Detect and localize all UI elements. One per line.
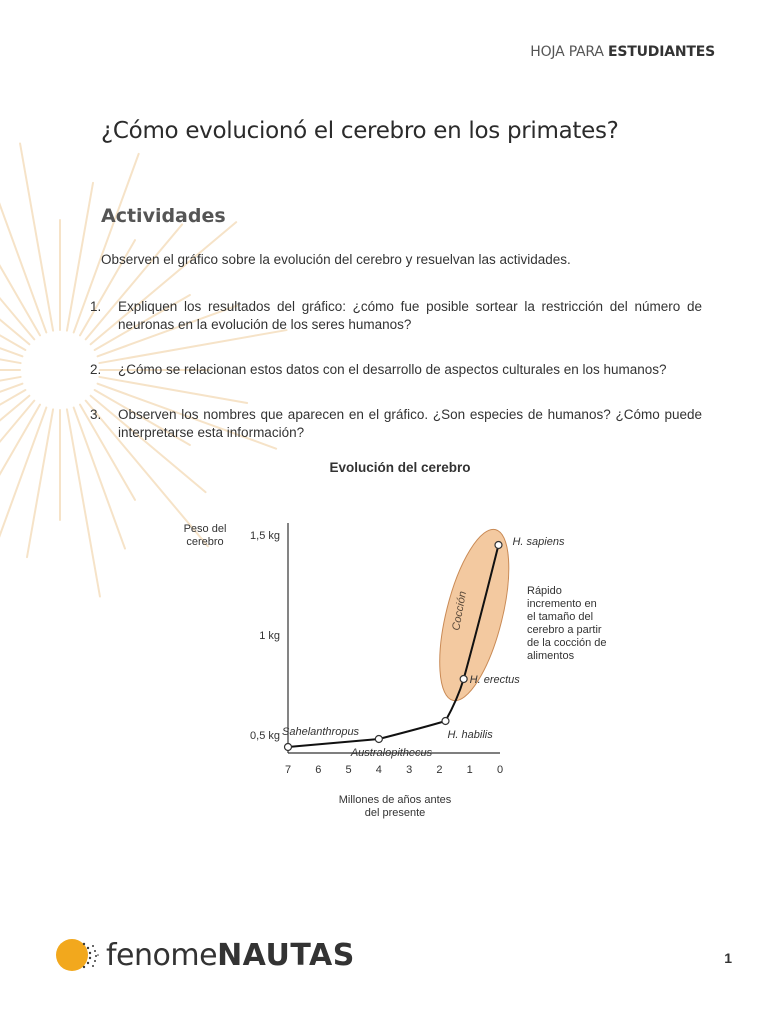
brain-evolution-chart bbox=[160, 505, 640, 825]
brand-logo-icon bbox=[54, 936, 100, 974]
y-axis-label: cerebro bbox=[186, 536, 224, 548]
point-label: Australopithecus bbox=[350, 747, 433, 759]
data-point bbox=[442, 718, 449, 725]
annotation-text: el tamaño del bbox=[527, 611, 594, 623]
x-axis-label: Millones de años antes bbox=[338, 794, 452, 806]
intro-text: Observen el gráfico sobre la evolución del cerebro y resuelvan las actividades. bbox=[101, 252, 571, 267]
y-tick-label: 1 kg bbox=[259, 630, 280, 642]
section-heading: Actividades bbox=[101, 205, 226, 227]
point-label: Sahelanthropus bbox=[282, 726, 360, 738]
brand-name-part1: fenome bbox=[106, 937, 218, 973]
activity-text: Observen los nombres que aparecen en el gráfico. ¿Son especies de humanos? ¿Cómo puede interpretarse esta información? bbox=[118, 407, 702, 440]
point-label: H. habilis bbox=[447, 729, 493, 741]
activity-item bbox=[90, 406, 702, 442]
x-tick-label: 0 bbox=[496, 764, 504, 776]
y-tick-label: 0,5 kg bbox=[250, 730, 280, 742]
x-tick-label: 7 bbox=[284, 764, 292, 776]
activity-item bbox=[90, 298, 702, 334]
header-strong: ESTUDIANTES bbox=[608, 44, 715, 60]
data-point bbox=[285, 744, 292, 751]
x-tick-label: 2 bbox=[436, 764, 443, 776]
y-tick-label: 1,5 kg bbox=[250, 530, 280, 542]
cooking-label: Cocción bbox=[450, 590, 469, 632]
x-tick-label: 4 bbox=[375, 764, 382, 776]
x-tick-label: 3 bbox=[406, 764, 413, 776]
data-point bbox=[460, 676, 467, 683]
brand-name bbox=[106, 938, 355, 973]
annotation-text: incremento en bbox=[527, 598, 597, 610]
x-axis-label: del presente bbox=[364, 807, 426, 819]
activity-number: 1. bbox=[90, 299, 102, 314]
x-tick-label: 6 bbox=[315, 764, 322, 776]
y-axis-label: Peso del bbox=[183, 523, 227, 535]
x-tick-label: 5 bbox=[345, 764, 352, 776]
header-prefix: HOJA PARA bbox=[530, 44, 604, 60]
activity-item bbox=[90, 361, 702, 379]
point-label: H. erectus bbox=[469, 674, 520, 686]
brand-name-part2: NAUTAS bbox=[217, 937, 355, 973]
annotation-text: Rápido bbox=[527, 585, 562, 597]
activity-number: 3. bbox=[90, 407, 102, 422]
page-number: 1 bbox=[724, 950, 732, 966]
activity-number: 2. bbox=[90, 362, 102, 377]
activity-text: ¿Cómo se relacionan estos datos con el desarrollo de aspectos culturales en los humanos? bbox=[118, 362, 667, 377]
header-tag bbox=[530, 44, 715, 60]
x-tick-label: 1 bbox=[466, 764, 473, 776]
annotation-text: alimentos bbox=[527, 650, 575, 662]
activity-text: Expliquen los resultados del gráfico: ¿cómo fue posible sortear la restricción del número de neuronas en la evolución de los seres humanos? bbox=[118, 299, 702, 332]
data-point bbox=[375, 736, 382, 743]
chart-title: Evolución del cerebro bbox=[329, 460, 471, 475]
data-point bbox=[495, 542, 502, 549]
annotation-text: cerebro a partir bbox=[527, 624, 602, 636]
brand-logo bbox=[54, 936, 355, 974]
page-title: ¿Cómo evolucionó el cerebro en los primates? bbox=[101, 118, 619, 144]
annotation-text: de la cocción de bbox=[527, 637, 607, 649]
point-label: H. sapiens bbox=[512, 536, 565, 548]
